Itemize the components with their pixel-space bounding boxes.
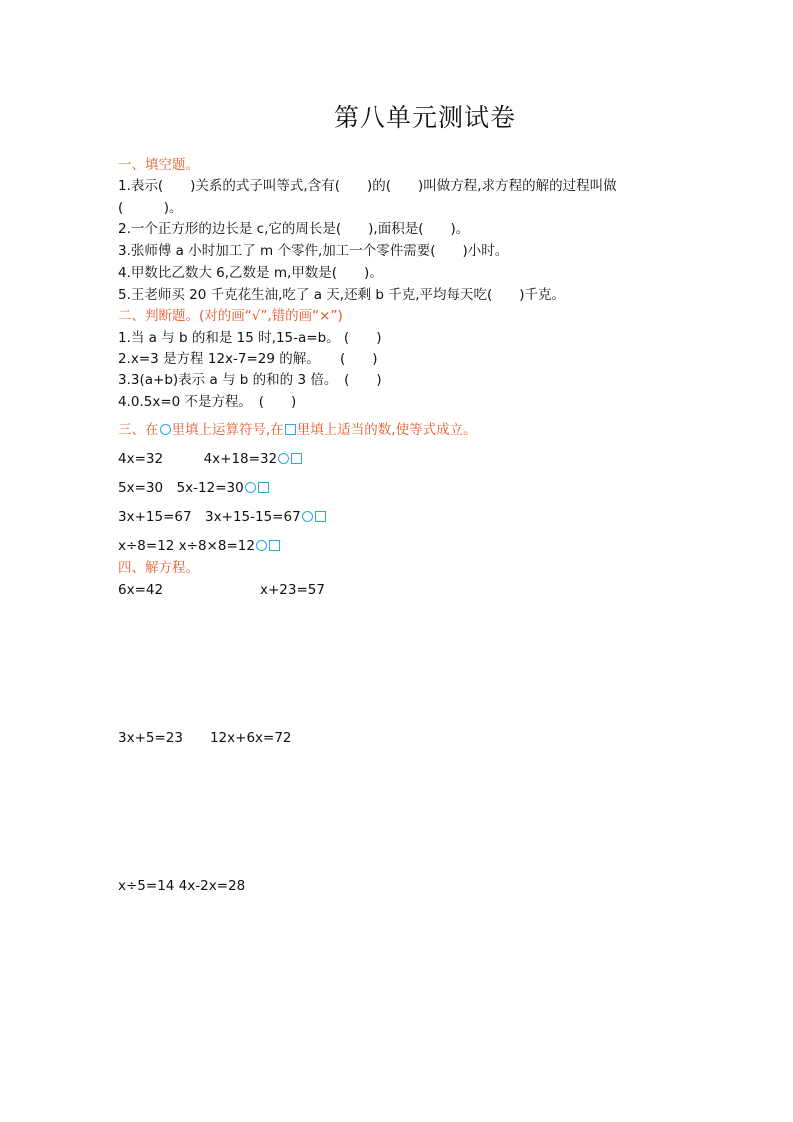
equation-1a: 6x=42 (118, 582, 164, 598)
square-blank-icon (285, 424, 296, 435)
judge-question-2: 2.x=3 是方程 12x-7=29 的解。 ( ) (118, 351, 378, 367)
judge-question-1: 1.当 a 与 b 的和是 15 时,15-a=b。 ( ) (118, 330, 382, 346)
operator-row-3-text: 3x+15=67 3x+15-15=67 (118, 509, 301, 525)
fill-question-5: 5.王老师买 20 千克花生油,吃了 a 天,还剩 b 千克,平均每天吃( )千克。 (118, 287, 566, 303)
circle-blank-icon (245, 482, 256, 493)
section-operators-part2: 里填上运算符号,在 (171, 422, 284, 438)
square-blank-icon (258, 482, 269, 493)
section-solve: 四、解方程。 (118, 560, 199, 576)
circle-blank-icon (256, 540, 267, 551)
square-blank-icon (269, 540, 280, 551)
equation-row-3: x÷5=14 4x-2x=28 (118, 878, 246, 894)
operator-row-1 (118, 450, 303, 468)
circle-blank-icon (302, 511, 313, 522)
operator-row-3 (118, 508, 327, 526)
equation-row-2: 3x+5=23 12x+6x=72 (118, 730, 292, 746)
section-judge: 二、判断题。(对的画“√”,错的画“×”) (118, 308, 343, 324)
fill-question-1: 1.表示( )关系的式子叫等式,含有( )的( )叫做方程,求方程的解的过程叫做 (118, 178, 617, 194)
fill-question-4: 4.甲数比乙数大 6,乙数是 m,甲数是( )。 (118, 265, 383, 281)
fill-question-2: 2.一个正方形的边长是 c,它的周长是( ),面积是( )。 (118, 221, 470, 237)
section-fill-blank: 一、填空题。 (118, 157, 199, 173)
circle-blank-icon (160, 424, 171, 435)
fill-question-3: 3.张师傅 a 小时加工了 m 个零件,加工一个零件需要( )小时。 (118, 243, 509, 259)
section-operators-part3: 里填上适当的数,使等式成立。 (296, 422, 477, 438)
judge-question-3: 3.3(a+b)表示 a 与 b 的和的 3 倍。 ( ) (118, 372, 382, 388)
operator-row-2 (118, 479, 270, 497)
section-operators-part1: 三、在 (118, 422, 159, 438)
section-operators (118, 421, 477, 439)
square-blank-icon (291, 453, 302, 464)
page-title: 第八单元测试卷 (333, 103, 516, 132)
operator-row-4 (118, 537, 281, 555)
fill-question-1-cont: ( )。 (118, 200, 183, 216)
operator-row-2-text: 5x=30 5x-12=30 (118, 480, 244, 496)
operator-row-4-text: x÷8=12 x÷8×8=12 (118, 538, 255, 554)
judge-question-4: 4.0.5x=0 不是方程。 ( ) (118, 394, 297, 410)
square-blank-icon (315, 511, 326, 522)
circle-blank-icon (278, 453, 289, 464)
equation-1b: x+23=57 (260, 582, 325, 598)
operator-row-1-text: 4x=32 4x+18=32 (118, 451, 278, 467)
